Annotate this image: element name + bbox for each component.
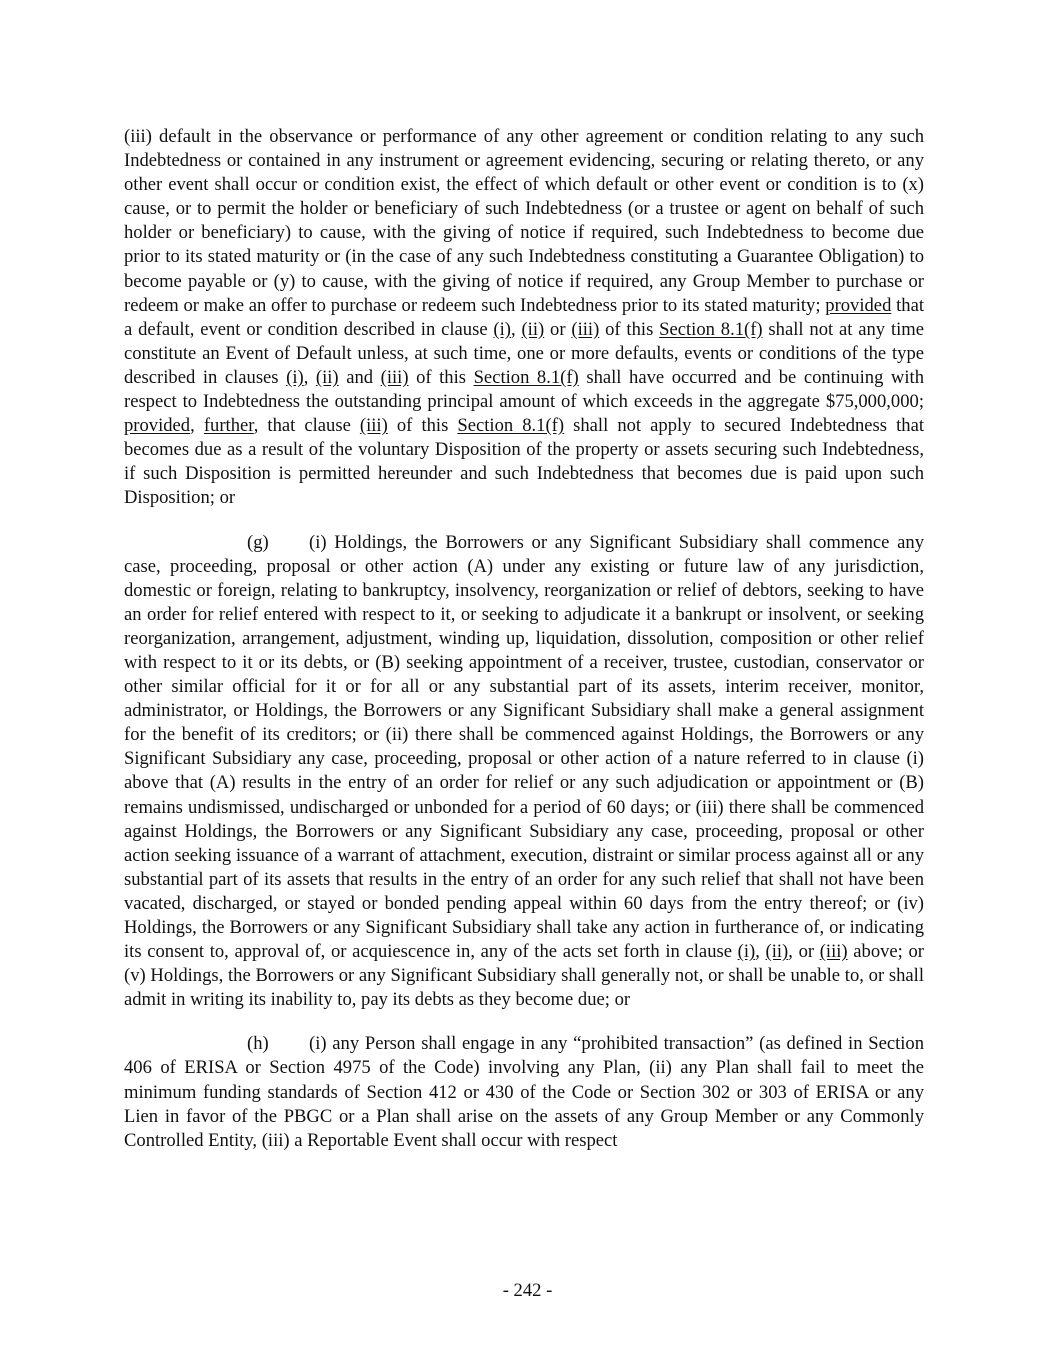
text-run: (iii) default in the observance or performance of any other agreement or condition relating to any such Indebtedness or contained in any instrument or agreement evidencing, securing or relating thereto, or any other event shall occur or condition exist, the effect of which default or other event or condition is to (x) cause, or to permit the holder or beneficiary of such Indebtedness (or a trustee or agent on behalf of such holder or beneficiary) to cause, with the giving of notice if required, such Indebtedness to become due prior to its stated maturity or (in the case of any such Indebtedness constituting a Guarantee Obligation) to become payable or (y) to cause, with the giving of notice if required, any Group Member to purchase or redeem or make an offer to purchase or redeem such Indebtedness prior to its stated maturity; [124,126,924,316]
paragraph-h [124,1032,924,1152]
text-run: (i) Holdings, the Borrowers or any Significant Subsidiary shall commence any case, proceeding, proposal or other action (A) under any existing or future law of any jurisdiction, domestic or foreign, relating to bankruptcy, insolvency, reorganization or relief of debtors, seeking to have an order for relief entered with respect to it, or seeking to adjudicate it a bankrupt or insolvent, or seeking reorganization, arrangement, adjustment, winding up, liquidation, dissolution, composition or other relief with respect to it or its debts, or (B) seeking appointment of a receiver, trustee, custodian, conservator or other similar official for it or for all or any substantial part of its assets, interim receiver, monitor, administrator, or Holdings, the Borrowers or any Significant Subsidiary shall make a general assignment for the benefit of its creditors; or (ii) there shall be commenced against Holdings, the Borrowers or any Significant Subsidiary any case, proceeding, proposal or other action of a nature referred to in clause (i) above that (A) results in the entry of an order for relief or any such adjudication or appointment or (B) remains undismissed, undischarged or unbonded for a period of 60 days; or (iii) there shall be commenced against Holdings, the Borrowers or any Significant Subsidiary any case, proceeding, proposal or other action seeking issuance of a warrant of attachment, execution, distraint or similar process against all or any substantial part of its assets that results in the entry of an order for any such relief that shall not have been vacated, discharged, or stayed or bonded pending appeal within 60 days from the entry thereof; or (iv) Holdings, the Borrowers or any Significant Subsidiary shall take any action in furtherance of, or indicating its consent to, approval of, or acquiescence in, any of the acts set forth in clause [124,531,924,963]
clause-reference: (i) [286,366,304,388]
text-run: that a default, event or condition described in clause [124,294,924,340]
section-reference: Section 8.1(f) [473,366,579,388]
clause-reference: (iii) [359,415,388,437]
underlined-term: further [203,415,254,437]
clause-reference: (ii) [521,318,545,340]
text-run: (i) any Person shall engage in any “prohibited transaction” (as defined in Section 406 of ERISA or Section 4975 of the Code) involving any Plan, (ii) any Plan shall fail to meet the minimum funding standards of Section 412 or 430 of the Code or Section 302 or 303 of ERISA or any Lien in favor of the PBGC or a Plan shall arise on the assets of any Group Member or any Commonly Controlled Entity, (iii) a Reportable Event shall occur with respect [124,1033,924,1151]
text-run: , [303,366,316,388]
clause-label: (h) [247,1033,269,1055]
section-reference: Section 8.1(f) [659,318,763,340]
clause-label: (g) [247,531,269,553]
page-number: - 242 - [502,1280,553,1301]
underlined-term: provided [124,415,191,437]
paragraph-f-continuation [124,125,924,511]
clause-reference: (i) [493,318,511,340]
document-body [124,125,924,1153]
clause-reference: (ii) [765,941,789,963]
text-run: shall not at any time constitute an Event of Default unless, at such time, one or more defaults, events or conditions of the type described in clauses [124,318,924,388]
section-reference: Section 8.1(f) [457,415,565,437]
clause-reference: (iii) [380,366,409,388]
text-run: of this [599,318,660,340]
text-run: , or [788,941,820,963]
clause-reference: (iii) [571,318,600,340]
text-run: , [755,941,766,963]
paragraph-g [124,531,924,1013]
text-run: shall not apply to secured Indebtedness that becomes due as a result of the voluntary Disposition of the property or assets securing such Indebtedness, if such Disposition is permitted hereunder and such Indebtedness that becomes due is paid upon such Disposition; or [124,415,924,509]
clause-reference: (i) [737,941,756,963]
text-run: , that clause [253,415,360,437]
text-run: shall have occurred and be continuing with respect to Indebtedness the outstanding principal amount of which exceeds in the aggregate $75,000,000; [124,366,924,413]
text-run: of this [408,366,474,388]
text-run: of this [387,415,458,437]
text-run: , [190,415,204,437]
text-run: or [544,318,572,340]
underlined-term: provided [825,294,892,316]
text-run: above; or (v) Holdings, the Borrowers or any Significant Subsidiary shall generally not, or shall be unable to, or shall admit in writing its inability to, pay its debts as they become due; or [124,941,924,1011]
text-run: , [510,318,522,340]
clause-reference: (ii) [315,366,339,388]
clause-reference: (iii) [819,941,848,963]
text-run: and [338,366,381,388]
